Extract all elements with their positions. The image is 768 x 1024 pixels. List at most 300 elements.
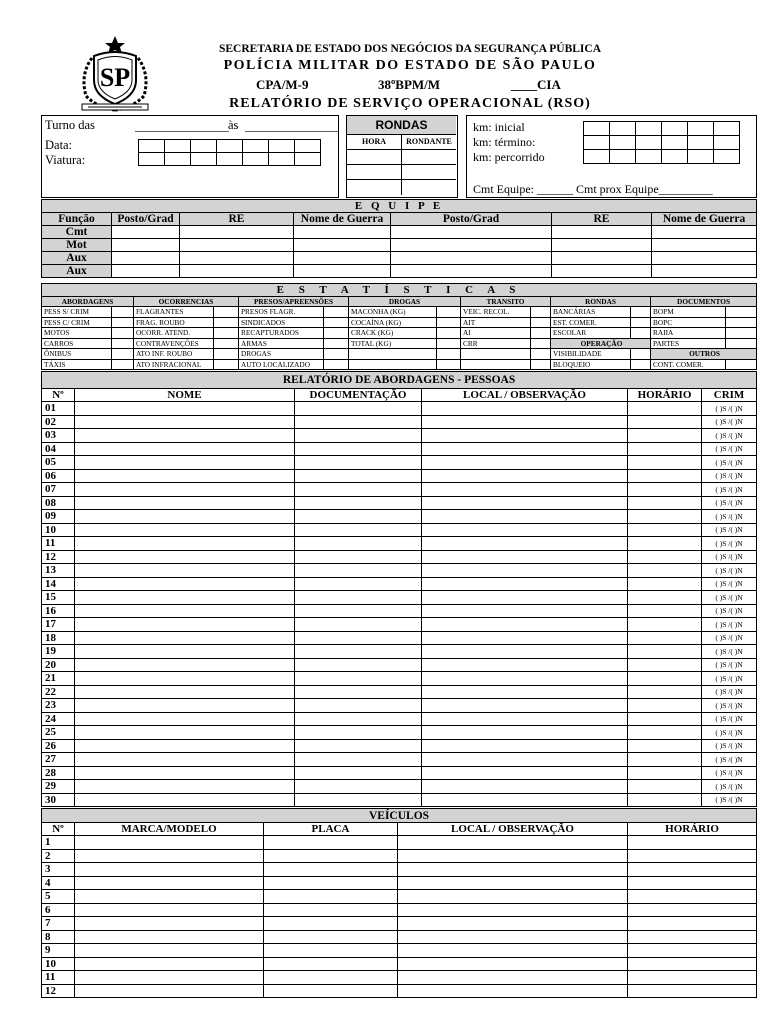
abordagem-cell[interactable]: [75, 429, 295, 443]
crim-checkbox[interactable]: ( )S /( )N: [702, 739, 757, 753]
abordagem-cell[interactable]: [295, 780, 422, 794]
abordagem-cell[interactable]: [75, 618, 295, 632]
abordagem-cell[interactable]: [628, 402, 702, 416]
veiculo-row[interactable]: [42, 849, 757, 863]
crim-checkbox[interactable]: ( )S /( )N: [702, 726, 757, 740]
abordagem-cell[interactable]: [422, 537, 628, 551]
veiculo-row[interactable]: [42, 890, 757, 904]
abordagem-cell[interactable]: [75, 550, 295, 564]
veiculo-cell[interactable]: [264, 903, 398, 917]
estat-value-cell[interactable]: [437, 317, 461, 328]
abordagem-cell[interactable]: [422, 604, 628, 618]
veiculo-cell[interactable]: [398, 917, 628, 931]
veiculo-cell[interactable]: [628, 944, 757, 958]
abordagem-cell[interactable]: [628, 429, 702, 443]
abordagem-cell[interactable]: [75, 699, 295, 713]
abordagem-cell[interactable]: [422, 658, 628, 672]
estat-value-cell[interactable]: [726, 338, 757, 349]
veiculo-cell[interactable]: [398, 890, 628, 904]
abordagem-cell[interactable]: [422, 577, 628, 591]
abordagem-cell[interactable]: [628, 685, 702, 699]
veiculo-cell[interactable]: [75, 971, 264, 985]
abordagem-cell[interactable]: [295, 726, 422, 740]
abordagem-row[interactable]: [42, 537, 757, 551]
abordagem-cell[interactable]: [295, 591, 422, 605]
estat-value-cell[interactable]: [531, 359, 551, 370]
abordagem-cell[interactable]: [628, 780, 702, 794]
veiculo-cell[interactable]: [264, 890, 398, 904]
abordagem-cell[interactable]: [422, 415, 628, 429]
estat-value-cell[interactable]: [214, 328, 239, 339]
abordagem-cell[interactable]: [628, 699, 702, 713]
veiculo-cell[interactable]: [628, 863, 757, 877]
abordagem-row[interactable]: [42, 591, 757, 605]
abordagem-cell[interactable]: [422, 429, 628, 443]
abordagem-cell[interactable]: [75, 537, 295, 551]
veiculo-cell[interactable]: [628, 984, 757, 998]
crim-checkbox[interactable]: ( )S /( )N: [702, 483, 757, 497]
estat-value-cell[interactable]: [324, 317, 349, 328]
crim-checkbox[interactable]: ( )S /( )N: [702, 415, 757, 429]
abordagem-cell[interactable]: [75, 658, 295, 672]
veiculo-cell[interactable]: [398, 971, 628, 985]
abordagem-row[interactable]: [42, 658, 757, 672]
abordagem-row[interactable]: [42, 699, 757, 713]
veiculo-cell[interactable]: [264, 957, 398, 971]
veiculo-cell[interactable]: [75, 984, 264, 998]
estat-value-cell[interactable]: [631, 328, 651, 339]
abordagem-row[interactable]: [42, 618, 757, 632]
abordagem-cell[interactable]: [628, 537, 702, 551]
veiculo-row[interactable]: [42, 930, 757, 944]
veiculo-cell[interactable]: [264, 863, 398, 877]
crim-checkbox[interactable]: ( )S /( )N: [702, 537, 757, 551]
abordagem-cell[interactable]: [295, 415, 422, 429]
veiculo-cell[interactable]: [398, 863, 628, 877]
crim-checkbox[interactable]: ( )S /( )N: [702, 564, 757, 578]
estat-value-cell[interactable]: [631, 359, 651, 370]
veiculo-row[interactable]: [42, 957, 757, 971]
abordagem-row[interactable]: [42, 483, 757, 497]
crim-checkbox[interactable]: ( )S /( )N: [702, 442, 757, 456]
abordagem-cell[interactable]: [422, 631, 628, 645]
veiculo-cell[interactable]: [264, 971, 398, 985]
abordagem-cell[interactable]: [75, 604, 295, 618]
veiculo-cell[interactable]: [628, 890, 757, 904]
abordagem-cell[interactable]: [295, 766, 422, 780]
km-grid[interactable]: [583, 121, 740, 164]
estat-value-cell[interactable]: [214, 349, 239, 360]
abordagem-cell[interactable]: [75, 415, 295, 429]
estat-value-cell[interactable]: [437, 328, 461, 339]
crim-checkbox[interactable]: ( )S /( )N: [702, 604, 757, 618]
veiculo-row[interactable]: [42, 984, 757, 998]
abordagem-cell[interactable]: [628, 712, 702, 726]
abordagem-cell[interactable]: [422, 510, 628, 524]
abordagem-row[interactable]: [42, 780, 757, 794]
estat-value-cell[interactable]: [324, 359, 349, 370]
estat-value-cell[interactable]: [631, 317, 651, 328]
abordagem-cell[interactable]: [75, 591, 295, 605]
abordagem-cell[interactable]: [75, 726, 295, 740]
abordagem-row[interactable]: [42, 604, 757, 618]
veiculo-cell[interactable]: [75, 930, 264, 944]
abordagem-cell[interactable]: [295, 618, 422, 632]
equipe-row[interactable]: [42, 239, 757, 252]
row-number: 24: [42, 712, 75, 726]
abordagem-cell[interactable]: [628, 550, 702, 564]
abordagem-cell[interactable]: [75, 793, 295, 807]
veiculo-cell[interactable]: [628, 876, 757, 890]
veiculo-row[interactable]: [42, 903, 757, 917]
veiculo-cell[interactable]: [75, 836, 264, 850]
abordagem-row[interactable]: [42, 753, 757, 767]
estat-value-cell[interactable]: [112, 338, 134, 349]
abordagem-cell[interactable]: [628, 415, 702, 429]
abordagem-cell[interactable]: [422, 550, 628, 564]
estat-value-cell[interactable]: [437, 307, 461, 318]
estat-value-cell[interactable]: [324, 328, 349, 339]
abordagem-cell[interactable]: [628, 726, 702, 740]
veiculo-row[interactable]: [42, 944, 757, 958]
abordagem-cell[interactable]: [628, 564, 702, 578]
abordagem-cell[interactable]: [628, 645, 702, 659]
abordagem-cell[interactable]: [295, 456, 422, 470]
crim-checkbox[interactable]: ( )S /( )N: [702, 685, 757, 699]
veiculo-cell[interactable]: [628, 971, 757, 985]
veiculo-cell[interactable]: [75, 863, 264, 877]
abordagem-row[interactable]: [42, 577, 757, 591]
crim-checkbox[interactable]: ( )S /( )N: [702, 645, 757, 659]
abordagem-cell[interactable]: [422, 685, 628, 699]
equipe-row[interactable]: [42, 265, 757, 278]
abordagem-cell[interactable]: [295, 604, 422, 618]
crim-checkbox[interactable]: ( )S /( )N: [702, 793, 757, 807]
veiculo-cell[interactable]: [264, 836, 398, 850]
abordagem-cell[interactable]: [295, 672, 422, 686]
estat-value-cell[interactable]: [214, 359, 239, 370]
abordagem-cell[interactable]: [422, 618, 628, 632]
estat-value-cell[interactable]: [112, 328, 134, 339]
veiculo-cell[interactable]: [398, 903, 628, 917]
veiculo-cell[interactable]: [264, 849, 398, 863]
veiculo-cell[interactable]: [398, 957, 628, 971]
crim-checkbox[interactable]: ( )S /( )N: [702, 618, 757, 632]
abordagem-cell[interactable]: [75, 402, 295, 416]
abordagem-row[interactable]: [42, 672, 757, 686]
abordagem-row[interactable]: [42, 469, 757, 483]
abordagem-row[interactable]: [42, 631, 757, 645]
abordagem-cell[interactable]: [628, 658, 702, 672]
abordagem-cell[interactable]: [295, 631, 422, 645]
veiculo-cell[interactable]: [75, 917, 264, 931]
abordagem-cell[interactable]: [295, 739, 422, 753]
abordagem-row[interactable]: [42, 496, 757, 510]
crim-checkbox[interactable]: ( )S /( )N: [702, 577, 757, 591]
row-number: 6: [42, 903, 75, 917]
estat-value-cell[interactable]: [112, 359, 134, 370]
abordagem-cell[interactable]: [75, 645, 295, 659]
abordagem-cell[interactable]: [628, 631, 702, 645]
crim-checkbox[interactable]: ( )S /( )N: [702, 631, 757, 645]
veiculo-cell[interactable]: [628, 849, 757, 863]
crim-checkbox[interactable]: ( )S /( )N: [702, 510, 757, 524]
equipe-row[interactable]: [42, 226, 757, 239]
abordagem-row[interactable]: [42, 685, 757, 699]
abordagem-cell[interactable]: [422, 523, 628, 537]
abordagem-cell[interactable]: [295, 496, 422, 510]
abordagem-row[interactable]: [42, 564, 757, 578]
abordagem-cell[interactable]: [295, 564, 422, 578]
abordagem-cell[interactable]: [295, 442, 422, 456]
abordagem-row[interactable]: [42, 645, 757, 659]
abordagem-cell[interactable]: [75, 483, 295, 497]
abordagem-cell[interactable]: [422, 564, 628, 578]
estat-value-cell[interactable]: [531, 328, 551, 339]
crim-checkbox[interactable]: ( )S /( )N: [702, 753, 757, 767]
estat-value-cell[interactable]: [214, 317, 239, 328]
abordagem-cell[interactable]: [422, 766, 628, 780]
crim-checkbox[interactable]: ( )S /( )N: [702, 469, 757, 483]
estat-value-cell[interactable]: [437, 338, 461, 349]
veiculo-cell[interactable]: [628, 836, 757, 850]
abordagem-cell[interactable]: [75, 780, 295, 794]
abordagem-cell[interactable]: [295, 402, 422, 416]
abordagem-cell[interactable]: [422, 739, 628, 753]
estat-value-cell[interactable]: [112, 307, 134, 318]
abordagem-row[interactable]: [42, 523, 757, 537]
abordagem-cell[interactable]: [75, 672, 295, 686]
abordagem-cell[interactable]: [628, 496, 702, 510]
abordagem-cell[interactable]: [628, 766, 702, 780]
veiculo-cell[interactable]: [264, 876, 398, 890]
crim-checkbox[interactable]: ( )S /( )N: [702, 766, 757, 780]
abordagem-cell[interactable]: [295, 685, 422, 699]
abordagem-cell[interactable]: [628, 753, 702, 767]
abordagem-row[interactable]: [42, 402, 757, 416]
estat-value-cell[interactable]: [531, 349, 551, 360]
abordagem-row[interactable]: [42, 766, 757, 780]
estat-value-cell[interactable]: [531, 317, 551, 328]
abordagem-cell[interactable]: [628, 483, 702, 497]
abordagem-cell[interactable]: [422, 591, 628, 605]
estat-value-cell[interactable]: [726, 317, 757, 328]
veiculo-cell[interactable]: [398, 984, 628, 998]
as-input-line[interactable]: _______________: [245, 119, 339, 133]
estat-label: FLAGRANTES: [134, 307, 214, 318]
estat-value-cell[interactable]: [112, 349, 134, 360]
abordagem-cell[interactable]: [295, 658, 422, 672]
abordagem-cell[interactable]: [628, 577, 702, 591]
veiculo-cell[interactable]: [264, 944, 398, 958]
abordagem-cell[interactable]: [295, 753, 422, 767]
veiculo-cell[interactable]: [398, 944, 628, 958]
crim-checkbox[interactable]: ( )S /( )N: [702, 591, 757, 605]
veiculo-cell[interactable]: [264, 984, 398, 998]
abordagem-row[interactable]: [42, 550, 757, 564]
rondas-rondante-header: RONDANTE: [402, 134, 457, 149]
abordagem-cell[interactable]: [295, 469, 422, 483]
abordagem-cell[interactable]: [75, 685, 295, 699]
abordagem-cell[interactable]: [422, 402, 628, 416]
veiculo-cell[interactable]: [75, 890, 264, 904]
veiculo-cell[interactable]: [75, 876, 264, 890]
veiculo-cell[interactable]: [398, 836, 628, 850]
abord-col-header: HORÁRIO: [628, 389, 702, 402]
equipe-header-row: [42, 213, 757, 226]
abordagem-cell[interactable]: [75, 631, 295, 645]
abordagem-cell[interactable]: [295, 577, 422, 591]
equipe-row[interactable]: [42, 252, 757, 265]
abordagem-cell[interactable]: [422, 780, 628, 794]
abordagem-cell[interactable]: [295, 550, 422, 564]
abordagem-cell[interactable]: [295, 483, 422, 497]
crim-checkbox[interactable]: ( )S /( )N: [702, 550, 757, 564]
abordagem-row[interactable]: [42, 739, 757, 753]
abordagem-cell[interactable]: [75, 766, 295, 780]
abordagem-cell[interactable]: [422, 726, 628, 740]
crim-checkbox[interactable]: ( )S /( )N: [702, 699, 757, 713]
abordagem-cell[interactable]: [628, 591, 702, 605]
veiculo-cell[interactable]: [398, 849, 628, 863]
estat-value-cell[interactable]: [214, 307, 239, 318]
veiculo-cell[interactable]: [628, 957, 757, 971]
veiculo-cell[interactable]: [628, 917, 757, 931]
abordagem-cell[interactable]: [75, 523, 295, 537]
crim-checkbox[interactable]: ( )S /( )N: [702, 402, 757, 416]
veiculo-row[interactable]: [42, 876, 757, 890]
abordagem-cell[interactable]: [422, 456, 628, 470]
abordagem-cell[interactable]: [628, 618, 702, 632]
estat-value-cell[interactable]: [726, 328, 757, 339]
turno-input-line[interactable]: _______________: [135, 119, 229, 133]
abordagem-cell[interactable]: [422, 712, 628, 726]
abordagem-cell[interactable]: [628, 523, 702, 537]
veiculo-row[interactable]: [42, 836, 757, 850]
estat-value-cell[interactable]: [531, 307, 551, 318]
abordagem-cell[interactable]: [422, 483, 628, 497]
abordagem-cell[interactable]: [75, 577, 295, 591]
abordagem-cell[interactable]: [75, 456, 295, 470]
abordagem-cell[interactable]: [422, 469, 628, 483]
abordagem-cell[interactable]: [422, 442, 628, 456]
abordagem-cell[interactable]: [628, 604, 702, 618]
crim-checkbox[interactable]: ( )S /( )N: [702, 780, 757, 794]
abordagem-cell[interactable]: [295, 537, 422, 551]
abordagem-row[interactable]: [42, 726, 757, 740]
abordagem-row[interactable]: [42, 442, 757, 456]
row-number: 15: [42, 591, 75, 605]
abordagem-cell[interactable]: [75, 469, 295, 483]
estat-label: FRAG. ROUBO: [134, 317, 214, 328]
abordagem-row[interactable]: [42, 429, 757, 443]
veiculo-cell[interactable]: [75, 849, 264, 863]
abordagem-cell[interactable]: [628, 469, 702, 483]
veiculo-cell[interactable]: [75, 957, 264, 971]
estat-value-cell[interactable]: [437, 349, 461, 360]
date-grid[interactable]: [138, 139, 321, 166]
estat-value-cell[interactable]: [324, 338, 349, 349]
abordagem-cell[interactable]: [75, 510, 295, 524]
abordagem-cell[interactable]: [295, 510, 422, 524]
abordagem-cell[interactable]: [75, 712, 295, 726]
estat-value-cell[interactable]: [324, 349, 349, 360]
crim-checkbox[interactable]: ( )S /( )N: [702, 712, 757, 726]
estat-value-cell[interactable]: [324, 307, 349, 318]
abordagem-cell[interactable]: [422, 672, 628, 686]
crim-checkbox[interactable]: ( )S /( )N: [702, 672, 757, 686]
crim-checkbox[interactable]: ( )S /( )N: [702, 429, 757, 443]
abordagem-cell[interactable]: [295, 523, 422, 537]
abordagem-cell[interactable]: [628, 793, 702, 807]
abordagem-cell[interactable]: [75, 753, 295, 767]
abordagem-cell[interactable]: [628, 672, 702, 686]
abordagem-cell[interactable]: [75, 739, 295, 753]
estat-value-cell[interactable]: [437, 359, 461, 370]
veiculo-cell[interactable]: [75, 903, 264, 917]
veiculo-row[interactable]: [42, 971, 757, 985]
veiculo-cell[interactable]: [398, 930, 628, 944]
estat-value-cell[interactable]: [214, 338, 239, 349]
estat-value-cell[interactable]: [726, 307, 757, 318]
estat-value-cell[interactable]: [631, 307, 651, 318]
abordagem-cell[interactable]: [628, 739, 702, 753]
abordagem-row[interactable]: [42, 415, 757, 429]
abordagem-cell[interactable]: [628, 442, 702, 456]
abordagem-cell[interactable]: [422, 753, 628, 767]
estat-value-cell[interactable]: [631, 349, 651, 360]
abordagem-cell[interactable]: [628, 456, 702, 470]
abordagem-cell[interactable]: [422, 793, 628, 807]
veiculo-cell[interactable]: [398, 876, 628, 890]
crim-checkbox[interactable]: ( )S /( )N: [702, 456, 757, 470]
cmt-equipe-line[interactable]: Cmt Equipe: ______ Cmt prox Equipe_________: [473, 182, 713, 196]
abordagem-cell[interactable]: [295, 793, 422, 807]
abordagem-cell[interactable]: [628, 510, 702, 524]
estatisticas-title: E S T A T Í S T I C A S: [42, 284, 757, 297]
crim-checkbox[interactable]: ( )S /( )N: [702, 658, 757, 672]
veiculo-row[interactable]: [42, 863, 757, 877]
veiculo-cell[interactable]: [264, 930, 398, 944]
abordagem-cell[interactable]: [75, 564, 295, 578]
crim-checkbox[interactable]: ( )S /( )N: [702, 523, 757, 537]
abordagem-row[interactable]: [42, 712, 757, 726]
abordagem-row[interactable]: [42, 510, 757, 524]
abordagem-cell[interactable]: [422, 645, 628, 659]
abordagem-cell[interactable]: [295, 429, 422, 443]
abordagem-row[interactable]: [42, 456, 757, 470]
veiculo-cell[interactable]: [628, 903, 757, 917]
abordagem-cell[interactable]: [295, 712, 422, 726]
estat-value-cell[interactable]: [726, 359, 757, 370]
abordagem-row[interactable]: [42, 793, 757, 807]
abordagem-cell[interactable]: [75, 442, 295, 456]
veiculo-cell[interactable]: [264, 917, 398, 931]
veiculo-row[interactable]: [42, 917, 757, 931]
crim-checkbox[interactable]: ( )S /( )N: [702, 496, 757, 510]
estat-label: BLOQUEIO: [551, 359, 631, 370]
abordagem-cell[interactable]: [422, 699, 628, 713]
abordagem-cell[interactable]: [422, 496, 628, 510]
estat-value-cell[interactable]: [112, 317, 134, 328]
estat-value-cell[interactable]: [531, 338, 551, 349]
veiculo-cell[interactable]: [628, 930, 757, 944]
abordagem-cell[interactable]: [295, 645, 422, 659]
veiculo-cell[interactable]: [75, 944, 264, 958]
abordagem-cell[interactable]: [75, 496, 295, 510]
abordagem-cell[interactable]: [295, 699, 422, 713]
funcao-label: Mot: [42, 239, 112, 252]
